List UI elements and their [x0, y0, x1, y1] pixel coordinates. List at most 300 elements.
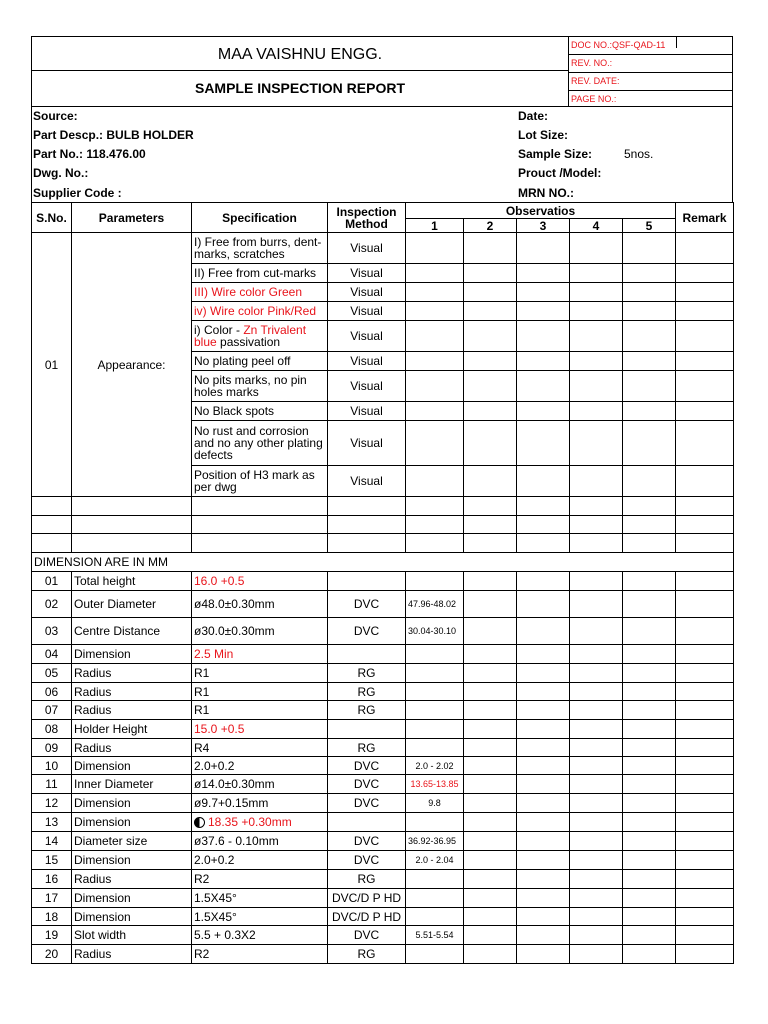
- empty-cell: [676, 233, 734, 264]
- report-title: SAMPLE INSPECTION REPORT: [194, 80, 406, 96]
- method-cell: Visual: [328, 402, 406, 421]
- obs-cell-3: [517, 889, 570, 908]
- dimension-specification: 2.5 Min: [192, 645, 328, 664]
- obs-cell-3: [517, 421, 570, 466]
- empty-cell: [676, 534, 734, 553]
- dimension-sno: 09: [32, 739, 72, 757]
- specification-cell: III) Wire color Green: [192, 283, 328, 302]
- header-obs-3: 3: [517, 219, 570, 233]
- obs-cell-2: [464, 466, 517, 497]
- obs-cell-2: [464, 889, 517, 908]
- empty-cell: [623, 497, 676, 516]
- obs-cell-4: [570, 794, 623, 813]
- dimension-specification: 15.0 +0.5: [192, 720, 328, 739]
- empty-cell: [72, 534, 192, 553]
- dimension-parameter: Radius: [72, 701, 192, 720]
- header-sno: S.No.: [32, 203, 72, 233]
- dimension-method: DVC: [328, 591, 406, 618]
- dimension-specification: 16.0 +0.5: [192, 572, 328, 591]
- obs-cell-1: [406, 664, 464, 683]
- dimension-sno: 18: [32, 908, 72, 926]
- empty-cell: [517, 516, 570, 534]
- dimension-method: RG: [328, 683, 406, 701]
- obs-cell-1: [406, 466, 464, 497]
- dimension-sno: 10: [32, 757, 72, 775]
- dimension-row: [32, 889, 734, 908]
- dimension-row: [32, 832, 734, 851]
- specification-cell: No rust and corrosion and no any other plating defects: [192, 421, 328, 466]
- obs-cell-2: [464, 683, 517, 701]
- obs-cell-1: 2.0 - 2.02: [406, 757, 464, 775]
- obs-cell-3: [517, 851, 570, 870]
- remark-cell: [676, 757, 734, 775]
- spec-text: i) Color -: [194, 323, 244, 337]
- method-cell: Visual: [328, 421, 406, 466]
- empty-cell: [570, 534, 623, 553]
- empty-cell: [676, 466, 734, 497]
- dimension-row: [32, 851, 734, 870]
- obs-cell-5: [623, 645, 676, 664]
- dimension-heading-row: [32, 553, 734, 572]
- dimension-row: [32, 926, 734, 945]
- dimension-sno: 03: [32, 618, 72, 645]
- obs-cell-3: [517, 321, 570, 352]
- spec-text: passivation: [216, 335, 281, 349]
- obs-cell-2: [464, 926, 517, 945]
- obs-cell-4: [570, 302, 623, 321]
- dimension-method: DVC: [328, 851, 406, 870]
- header-obs-1: 1: [406, 219, 464, 233]
- remark-cell: [676, 664, 734, 683]
- empty-cell: [517, 534, 570, 553]
- obs-cell-3: [517, 794, 570, 813]
- obs-cell-1: [406, 739, 464, 757]
- obs-cell-5: [623, 851, 676, 870]
- obs-cell-1: [406, 889, 464, 908]
- obs-cell-2: [464, 371, 517, 402]
- dimension-parameter: Total height: [72, 572, 192, 591]
- obs-cell-5: [623, 908, 676, 926]
- obs-cell-2: [464, 945, 517, 964]
- obs-cell-1: [406, 870, 464, 889]
- obs-cell-3: [517, 683, 570, 701]
- obs-cell-1: [406, 233, 464, 264]
- header-parameters: Parameters: [72, 203, 192, 233]
- obs-cell-1: [406, 645, 464, 664]
- rev-date: REV. DATE:: [569, 73, 732, 91]
- obs-cell-4: [570, 775, 623, 794]
- dimension-parameter: Inner Diameter: [72, 775, 192, 794]
- dimension-specification: 1.5X45°: [192, 889, 328, 908]
- dimension-parameter: Slot width: [72, 926, 192, 945]
- obs-cell-2: [464, 701, 517, 720]
- method-cell: Visual: [328, 321, 406, 352]
- obs-cell-4: [570, 264, 623, 283]
- method-cell: Visual: [328, 302, 406, 321]
- obs-cell-5: [623, 591, 676, 618]
- obs-cell-3: [517, 757, 570, 775]
- dimension-row: [32, 870, 734, 889]
- obs-cell-5: [623, 775, 676, 794]
- obs-cell-4: [570, 720, 623, 739]
- dimension-method: DVC: [328, 926, 406, 945]
- obs-cell-4: [570, 421, 623, 466]
- obs-cell-2: [464, 757, 517, 775]
- obs-cell-5: [623, 283, 676, 302]
- remark-cell: [676, 851, 734, 870]
- empty-cell: [406, 497, 464, 516]
- obs-cell-2: [464, 645, 517, 664]
- dimension-parameter: Dimension: [72, 851, 192, 870]
- dimension-row: [32, 664, 734, 683]
- obs-cell-2: [464, 739, 517, 757]
- obs-cell-1: [406, 302, 464, 321]
- method-cell: Visual: [328, 466, 406, 497]
- dimension-specification: [192, 813, 328, 832]
- empty-cell: [32, 497, 72, 516]
- dimension-parameter: Radius: [72, 739, 192, 757]
- obs-cell-3: [517, 739, 570, 757]
- obs-cell-5: [623, 352, 676, 371]
- obs-cell-1: [406, 402, 464, 421]
- obs-cell-1: 2.0 - 2.04: [406, 851, 464, 870]
- obs-cell-2: [464, 421, 517, 466]
- empty-cell: [676, 352, 734, 371]
- obs-cell-3: [517, 264, 570, 283]
- obs-cell-4: [570, 572, 623, 591]
- dimension-row: [32, 794, 734, 813]
- empty-cell: [328, 534, 406, 553]
- obs-cell-2: [464, 402, 517, 421]
- sample-size-value: 5nos.: [624, 147, 654, 161]
- doc-no-row: [569, 37, 732, 55]
- obs-cell-3: [517, 466, 570, 497]
- obs-cell-4: [570, 739, 623, 757]
- obs-cell-2: [464, 870, 517, 889]
- obs-cell-4: [570, 908, 623, 926]
- remark-cell: [676, 813, 734, 832]
- specification-cell: I) Free from burrs, dent-marks, scratches: [192, 233, 328, 264]
- obs-cell-4: [570, 851, 623, 870]
- dimension-row: [32, 645, 734, 664]
- dimension-specification: R2: [192, 870, 328, 889]
- dimension-method: [328, 645, 406, 664]
- dimension-row: [32, 720, 734, 739]
- dimension-sno: 19: [32, 926, 72, 945]
- obs-cell-1: [406, 720, 464, 739]
- appearance-sno: 01: [32, 233, 72, 497]
- dimension-specification: 1.5X45°: [192, 908, 328, 926]
- obs-cell-5: [623, 720, 676, 739]
- obs-cell-3: [517, 302, 570, 321]
- obs-cell-4: [570, 371, 623, 402]
- obs-cell-5: [623, 264, 676, 283]
- doc-info-box: [568, 36, 733, 107]
- empty-cell: [570, 516, 623, 534]
- method-cell: Visual: [328, 283, 406, 302]
- obs-cell-3: [517, 701, 570, 720]
- dimension-parameter: Radius: [72, 664, 192, 683]
- drawing-number: Dwg. No.:: [33, 166, 89, 180]
- obs-cell-4: [570, 813, 623, 832]
- doc-no-value: QSF-QAD-11: [612, 40, 666, 50]
- blank-row: [32, 497, 734, 516]
- remark-cell: [676, 775, 734, 794]
- empty-cell: [32, 516, 72, 534]
- obs-cell-3: [517, 352, 570, 371]
- remark-cell: [676, 794, 734, 813]
- obs-cell-5: [623, 466, 676, 497]
- obs-cell-2: [464, 720, 517, 739]
- obs-cell-2: [464, 572, 517, 591]
- obs-cell-5: [623, 572, 676, 591]
- empty-cell: [676, 516, 734, 534]
- obs-cell-5: [623, 945, 676, 964]
- empty-cell: [464, 534, 517, 553]
- dimension-parameter: Dimension: [72, 645, 192, 664]
- dimension-method: DVC: [328, 757, 406, 775]
- obs-cell-2: [464, 264, 517, 283]
- dimension-specification: 2.0+0.2: [192, 757, 328, 775]
- obs-cell-3: [517, 233, 570, 264]
- dimension-row: [32, 683, 734, 701]
- obs-cell-3: [517, 572, 570, 591]
- dimension-sno: 02: [32, 591, 72, 618]
- dimension-row: [32, 908, 734, 926]
- rev-no: REV. NO.:: [569, 55, 732, 73]
- title-cell: [31, 70, 569, 107]
- obs-cell-4: [570, 889, 623, 908]
- empty-cell: [676, 302, 734, 321]
- dimension-parameter: Radius: [72, 870, 192, 889]
- blank-row: [32, 534, 734, 553]
- dimension-row: [32, 813, 734, 832]
- obs-cell-3: [517, 402, 570, 421]
- dimension-specification: ø9.7+0.15mm: [192, 794, 328, 813]
- obs-cell-2: [464, 794, 517, 813]
- obs-cell-1: 36.92-36.95: [406, 832, 464, 851]
- obs-cell-3: [517, 283, 570, 302]
- obs-cell-4: [570, 664, 623, 683]
- remark-cell: [676, 618, 734, 645]
- dimension-sno: 15: [32, 851, 72, 870]
- obs-cell-5: [623, 302, 676, 321]
- dimension-row: [32, 701, 734, 720]
- empty-cell: [192, 497, 328, 516]
- obs-cell-3: [517, 720, 570, 739]
- remark-cell: [676, 645, 734, 664]
- dimension-specification: ø14.0±0.30mm: [192, 775, 328, 794]
- obs-cell-4: [570, 618, 623, 645]
- obs-cell-5: [623, 870, 676, 889]
- obs-cell-4: [570, 321, 623, 352]
- dimension-parameter: Dimension: [72, 794, 192, 813]
- remark-cell: [676, 591, 734, 618]
- obs-cell-2: [464, 908, 517, 926]
- product-model-label: Prouct /Model:: [518, 166, 602, 180]
- dimension-parameter: Dimension: [72, 908, 192, 926]
- dimension-method: [328, 813, 406, 832]
- part-description: Part Descp.: BULB HOLDER: [33, 128, 194, 142]
- dimension-parameter: Centre Distance: [72, 618, 192, 645]
- dimension-specification: ø48.0±0.30mm: [192, 591, 328, 618]
- dimension-row: [32, 618, 734, 645]
- empty-cell: [676, 264, 734, 283]
- empty-cell: [676, 402, 734, 421]
- dimension-method: RG: [328, 945, 406, 964]
- obs-cell-4: [570, 352, 623, 371]
- dimension-parameter: Dimension: [72, 757, 192, 775]
- obs-cell-1: [406, 321, 464, 352]
- header-obs-5: 5: [623, 219, 676, 233]
- obs-cell-1: [406, 701, 464, 720]
- obs-cell-3: [517, 945, 570, 964]
- obs-cell-1: [406, 283, 464, 302]
- dimension-sno: 12: [32, 794, 72, 813]
- empty-cell: [570, 497, 623, 516]
- dimension-specification: R1: [192, 701, 328, 720]
- method-cell: Visual: [328, 233, 406, 264]
- header-observations: Observatios: [406, 203, 676, 219]
- obs-cell-2: [464, 832, 517, 851]
- dimension-specification: ø37.6 - 0.10mm: [192, 832, 328, 851]
- obs-cell-1: [406, 683, 464, 701]
- empty-cell: [464, 497, 517, 516]
- dimension-sno: 16: [32, 870, 72, 889]
- empty-cell: [328, 497, 406, 516]
- dimension-specification: R1: [192, 683, 328, 701]
- dimension-method: RG: [328, 701, 406, 720]
- obs-cell-5: [623, 926, 676, 945]
- obs-cell-5: [623, 889, 676, 908]
- dimension-specification: R1: [192, 664, 328, 683]
- specification-cell: iv) Wire color Pink/Red: [192, 302, 328, 321]
- lot-size-label: Lot Size:: [518, 128, 568, 142]
- obs-cell-5: [623, 421, 676, 466]
- obs-cell-2: [464, 813, 517, 832]
- header-remark: Remark: [676, 203, 734, 233]
- obs-cell-1: [406, 945, 464, 964]
- remark-cell: [676, 683, 734, 701]
- blank-row: [32, 516, 734, 534]
- appearance-parameter: Appearance:: [72, 233, 192, 497]
- dimension-specification: ø30.0±0.30mm: [192, 618, 328, 645]
- date-label: Date:: [518, 109, 549, 123]
- dimension-specification: R2: [192, 945, 328, 964]
- dimension-sno: 13: [32, 813, 72, 832]
- specification-cell: Position of H3 mark as per dwg: [192, 466, 328, 497]
- obs-cell-4: [570, 945, 623, 964]
- dimension-sno: 05: [32, 664, 72, 683]
- empty-cell: [464, 516, 517, 534]
- doc-no-label: DOC NO.:: [571, 40, 613, 50]
- inspection-table: [31, 202, 734, 964]
- empty-cell: [192, 534, 328, 553]
- remark-cell: [676, 832, 734, 851]
- obs-cell-2: [464, 352, 517, 371]
- header-obs-2: 2: [464, 219, 517, 233]
- obs-cell-5: [623, 813, 676, 832]
- obs-cell-5: [623, 618, 676, 645]
- obs-cell-3: [517, 775, 570, 794]
- obs-cell-1: [406, 352, 464, 371]
- obs-cell-2: [464, 321, 517, 352]
- obs-cell-1: 5.51-5.54: [406, 926, 464, 945]
- obs-cell-1: [406, 572, 464, 591]
- obs-cell-2: [464, 233, 517, 264]
- obs-cell-5: [623, 233, 676, 264]
- dimension-method: DVC: [328, 775, 406, 794]
- empty-cell: [192, 516, 328, 534]
- dimension-method: DVC: [328, 832, 406, 851]
- obs-cell-1: [406, 264, 464, 283]
- dimension-row: [32, 945, 734, 964]
- obs-cell-3: [517, 870, 570, 889]
- obs-cell-3: [517, 645, 570, 664]
- obs-cell-3: [517, 591, 570, 618]
- obs-cell-2: [464, 664, 517, 683]
- obs-cell-5: [623, 757, 676, 775]
- dimension-method: DVC: [328, 794, 406, 813]
- company-cell: [31, 36, 569, 71]
- header-obs-4: 4: [570, 219, 623, 233]
- dimension-specification: 2.0+0.2: [192, 851, 328, 870]
- part-number: Part No.: 118.476.00: [33, 147, 146, 161]
- obs-cell-3: [517, 618, 570, 645]
- obs-cell-4: [570, 757, 623, 775]
- obs-cell-1: 47.96-48.02: [406, 591, 464, 618]
- obs-cell-1: 13.65-13.85: [406, 775, 464, 794]
- obs-cell-5: [623, 321, 676, 352]
- dimension-parameter: Holder Height: [72, 720, 192, 739]
- empty-cell: [623, 534, 676, 553]
- specification-cell: [192, 321, 328, 352]
- dimension-parameter: Dimension: [72, 813, 192, 832]
- empty-cell: [676, 321, 734, 352]
- dimension-sno: 17: [32, 889, 72, 908]
- obs-cell-5: [623, 739, 676, 757]
- dimension-heading: DIMENSION ARE IN MM: [32, 553, 734, 572]
- method-cell: Visual: [328, 371, 406, 402]
- dimension-row: [32, 757, 734, 775]
- remark-cell: [676, 701, 734, 720]
- obs-cell-1: [406, 813, 464, 832]
- obs-cell-4: [570, 591, 623, 618]
- company-name: MAA VAISHNU ENGG.: [217, 46, 383, 63]
- empty-cell: [676, 497, 734, 516]
- dimension-row: [32, 591, 734, 618]
- obs-cell-4: [570, 701, 623, 720]
- empty-cell: [406, 516, 464, 534]
- supplier-code: Supplier Code :: [33, 186, 122, 200]
- dimension-specification: 5.5 + 0.3X2: [192, 926, 328, 945]
- dimension-method: [328, 572, 406, 591]
- obs-cell-3: [517, 371, 570, 402]
- remark-cell: [676, 739, 734, 757]
- obs-cell-1: 30.04-30.10: [406, 618, 464, 645]
- obs-cell-3: [517, 813, 570, 832]
- obs-cell-4: [570, 402, 623, 421]
- obs-cell-5: [623, 371, 676, 402]
- empty-cell: [676, 371, 734, 402]
- obs-cell-5: [623, 664, 676, 683]
- obs-cell-2: [464, 775, 517, 794]
- dimension-parameter: Radius: [72, 945, 192, 964]
- obs-cell-1: [406, 371, 464, 402]
- obs-cell-5: [623, 701, 676, 720]
- obs-cell-4: [570, 466, 623, 497]
- dimension-method: DVC/D P HD: [328, 908, 406, 926]
